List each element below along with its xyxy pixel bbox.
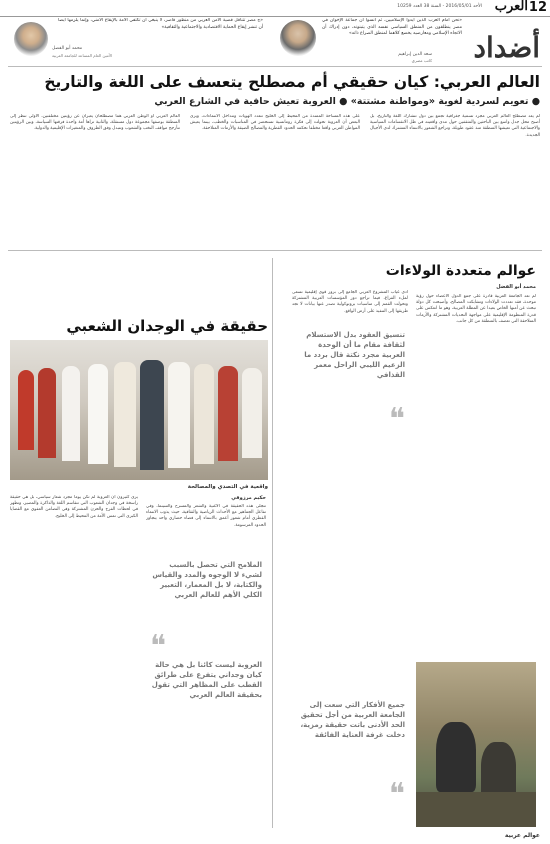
main-col-right: لم يعد مصطلح العالم العربي مجرد تسمية جغرافية تجمع بين دول تتشارك اللغة والتاريخ، بل أصبح محل جدل واسع بين الباحثين والمثقفين حول مدى واقعيته في ظل الانقسامات السياسية والاجتماعية التي تعيشها المنطقة منذ عقود طويلة، وتراجع الشعور بالانتماء المشترك لدى الأجيال الجديدة.	[370, 114, 540, 138]
contributor-right-avatar	[280, 20, 316, 56]
left-article-side-text: تتجلى هذه الحقيقة في الأغنية والشعر والمسرح والسينما، وفي تفاعل الجماهير مع الأحداث الرياضية والثقافية، حيث يذوب الانتماء القطري أمام شعور أعمق بالانتماء إلى فضاء حضاري واحد يتجاوز الحدود المرسومة.	[146, 504, 266, 528]
right-article-pullquote-1: تنسيق العقود بدل الاستسلام لثقافة مقام ما أن الوحدة العربية مجرد نكتة قال بردد ما الزعيم الليبي الراحل معمر القذافي	[293, 330, 405, 415]
contributor-left	[8, 18, 263, 62]
footer-label: عوالم عربية	[504, 832, 540, 839]
left-article-photo	[10, 340, 268, 480]
page-number: 12	[528, 0, 547, 15]
left-article-author: حكيم مرزوقي	[231, 495, 266, 501]
left-article-photo-caption: واقعية في التصدي والمصالحة	[187, 484, 268, 490]
main-subtitle: ● تعويم لسردية لغوية «ومواطنة مشتتة» ● العروبة تعيش حافية في الشارع العربي	[154, 96, 540, 107]
contributor-left-quote: «ج مصر تتناقل قضية الأمن العربي من منظور قاصر، لا ينبغي أن تكتفي الأمة بالإيقاع الأمني، وإنما يلزمها أيضاً أن تنشر إيقاع الحماية الاقتصادية والاجتماعية والثقافية»	[58, 18, 263, 30]
quote-mark-icon: ❝	[150, 629, 167, 664]
left-article-pullquote-1: الملامح التي تحصل بالسبب لشيء لا الوجوه والمدد والقياس والكتابة، لا بل المعمار، التعبير الكلي الأهم للعالم العربي	[152, 561, 262, 599]
masthead	[0, 0, 550, 17]
contributor-left-name: محمد أبو الفضل	[52, 46, 83, 51]
contributor-right-name: سعد الدين إبراهيم	[398, 52, 432, 57]
left-article-title: حقيقة في الوجدان الشعبي	[66, 317, 268, 335]
contributor-left-role: الأمين العام المساعد للجامعة العربية	[52, 53, 113, 58]
issue-line: الأحد 2016/05/01 - السنة 38 العدد 10259	[397, 4, 482, 9]
newspaper-logo: العرب	[494, 0, 528, 14]
right-article-pullquote-2: جميع الأفكار التي سعت إلى الجامعة العربية من أجل تحقيق الحد الأدنى باتت حقيقة رمزية، دخلت غرفة العناية الفائقة	[300, 701, 405, 739]
right-article-side-text: أدى غياب المشروع العربي الجامع إلى بروز قوى إقليمية تسعى لملء الفراغ، فيما تراجع دور المؤسسات العربية المشتركة وتحولت القمم إلى مناسبات بروتوكولية تصدر عنها بيانات لا تجد طريقها إلى التنفيذ على أرض الواقع.	[292, 290, 408, 314]
main-col-middle: على هذه المساحة الممتدة من المحيط إلى الخليج تتعدد الهويات وتتداخل الانتماءات، ويرى البعض أن العروبة تحولت إلى فكرة رومانسية تستحضر في المناسبات والخطب، بينما يعيش المواطن العربي واقعا مختلفا تحكمه الحدود القطرية والمصالح الضيقة والأزمات المتلاحقة.	[190, 114, 360, 132]
contributor-left-avatar	[14, 22, 48, 56]
contributor-right	[282, 18, 462, 62]
right-article-body: لم تعد الجامعة العربية قادرة على جمع الدول الأعضاء حول رؤية موحدة، فقد تعددت الولاءات وتشابكت المصالح، وأصبحت كل دولة تبحث عن أمنها الخاص بعيدا عن المظلة العربية، وهو ما انعكس على قدرة المنظومة الإقليمية على مواجهة التحديات المشتركة والأزمات المتلاحقة التي تعصف بالمنطقة من كل جانب.	[416, 294, 536, 324]
right-article-title: عوالم متعددة الولاءات	[385, 263, 536, 279]
right-article-photo	[416, 662, 536, 827]
section-title: أضداد	[473, 31, 540, 64]
divider	[8, 66, 542, 67]
quote-mark-icon: ❝	[388, 777, 405, 812]
column-divider	[272, 258, 273, 828]
right-article-author: محمد أبو الفضل	[496, 284, 536, 290]
left-article-pullquote-2: العروبة ليست كائنا بل هي حالة كيان وجداني يتفرع على طرائق القطب على المظاهر التي تقول بحقيقة العالم العربي	[151, 661, 262, 699]
main-headline: العالم العربي: كيان حقيقي أم مصطلح يتعسف على اللغة والتاريخ	[44, 73, 540, 91]
contributor-right-quote: «نحن أمام العرب الذين أيدوا الإسلاميين، ثم أنسوا أن جماعة الإخوان في مصر ينطلقون من المنطق السياسي نفسه الذي يتبنونه، دون إدراك أن الاتجاه الإسلامي ومعارضيه يخضع كلاهما لمنطق الصراع ذاته»	[322, 18, 462, 36]
contributor-right-role: كاتب مصري	[411, 58, 432, 63]
divider	[8, 250, 542, 251]
left-article-body: يرى كثيرون أن العروبة لم تكن يوما مجرد شعار سياسي، بل هي حقيقة راسخة في وجدان الشعوب التي تتقاسم اللغة والذاكرة والمصير، وتظهر في لحظات الفرح والحزن المشتركة وفي التضامن العفوي مع القضايا الكبرى التي تمس الأمة من المحيط إلى الخليج.	[10, 495, 138, 519]
main-col-left: العالم العربي أو الوطن العربي هما مصطلحان يعبران عن رؤيتين مختلفتين، الأولى تنظر إلى المنطقة بوصفها مجموعة دول مستقلة، والثانية تراها أمة واحدة فرقتها السياسة، وبين الرؤيتين تتأرجح مواقف النخب والشعوب وتتبدل وفق الظروف والمتغيرات الإقليمية والدولية.	[10, 114, 180, 132]
quote-mark-icon: ❝	[388, 402, 405, 437]
